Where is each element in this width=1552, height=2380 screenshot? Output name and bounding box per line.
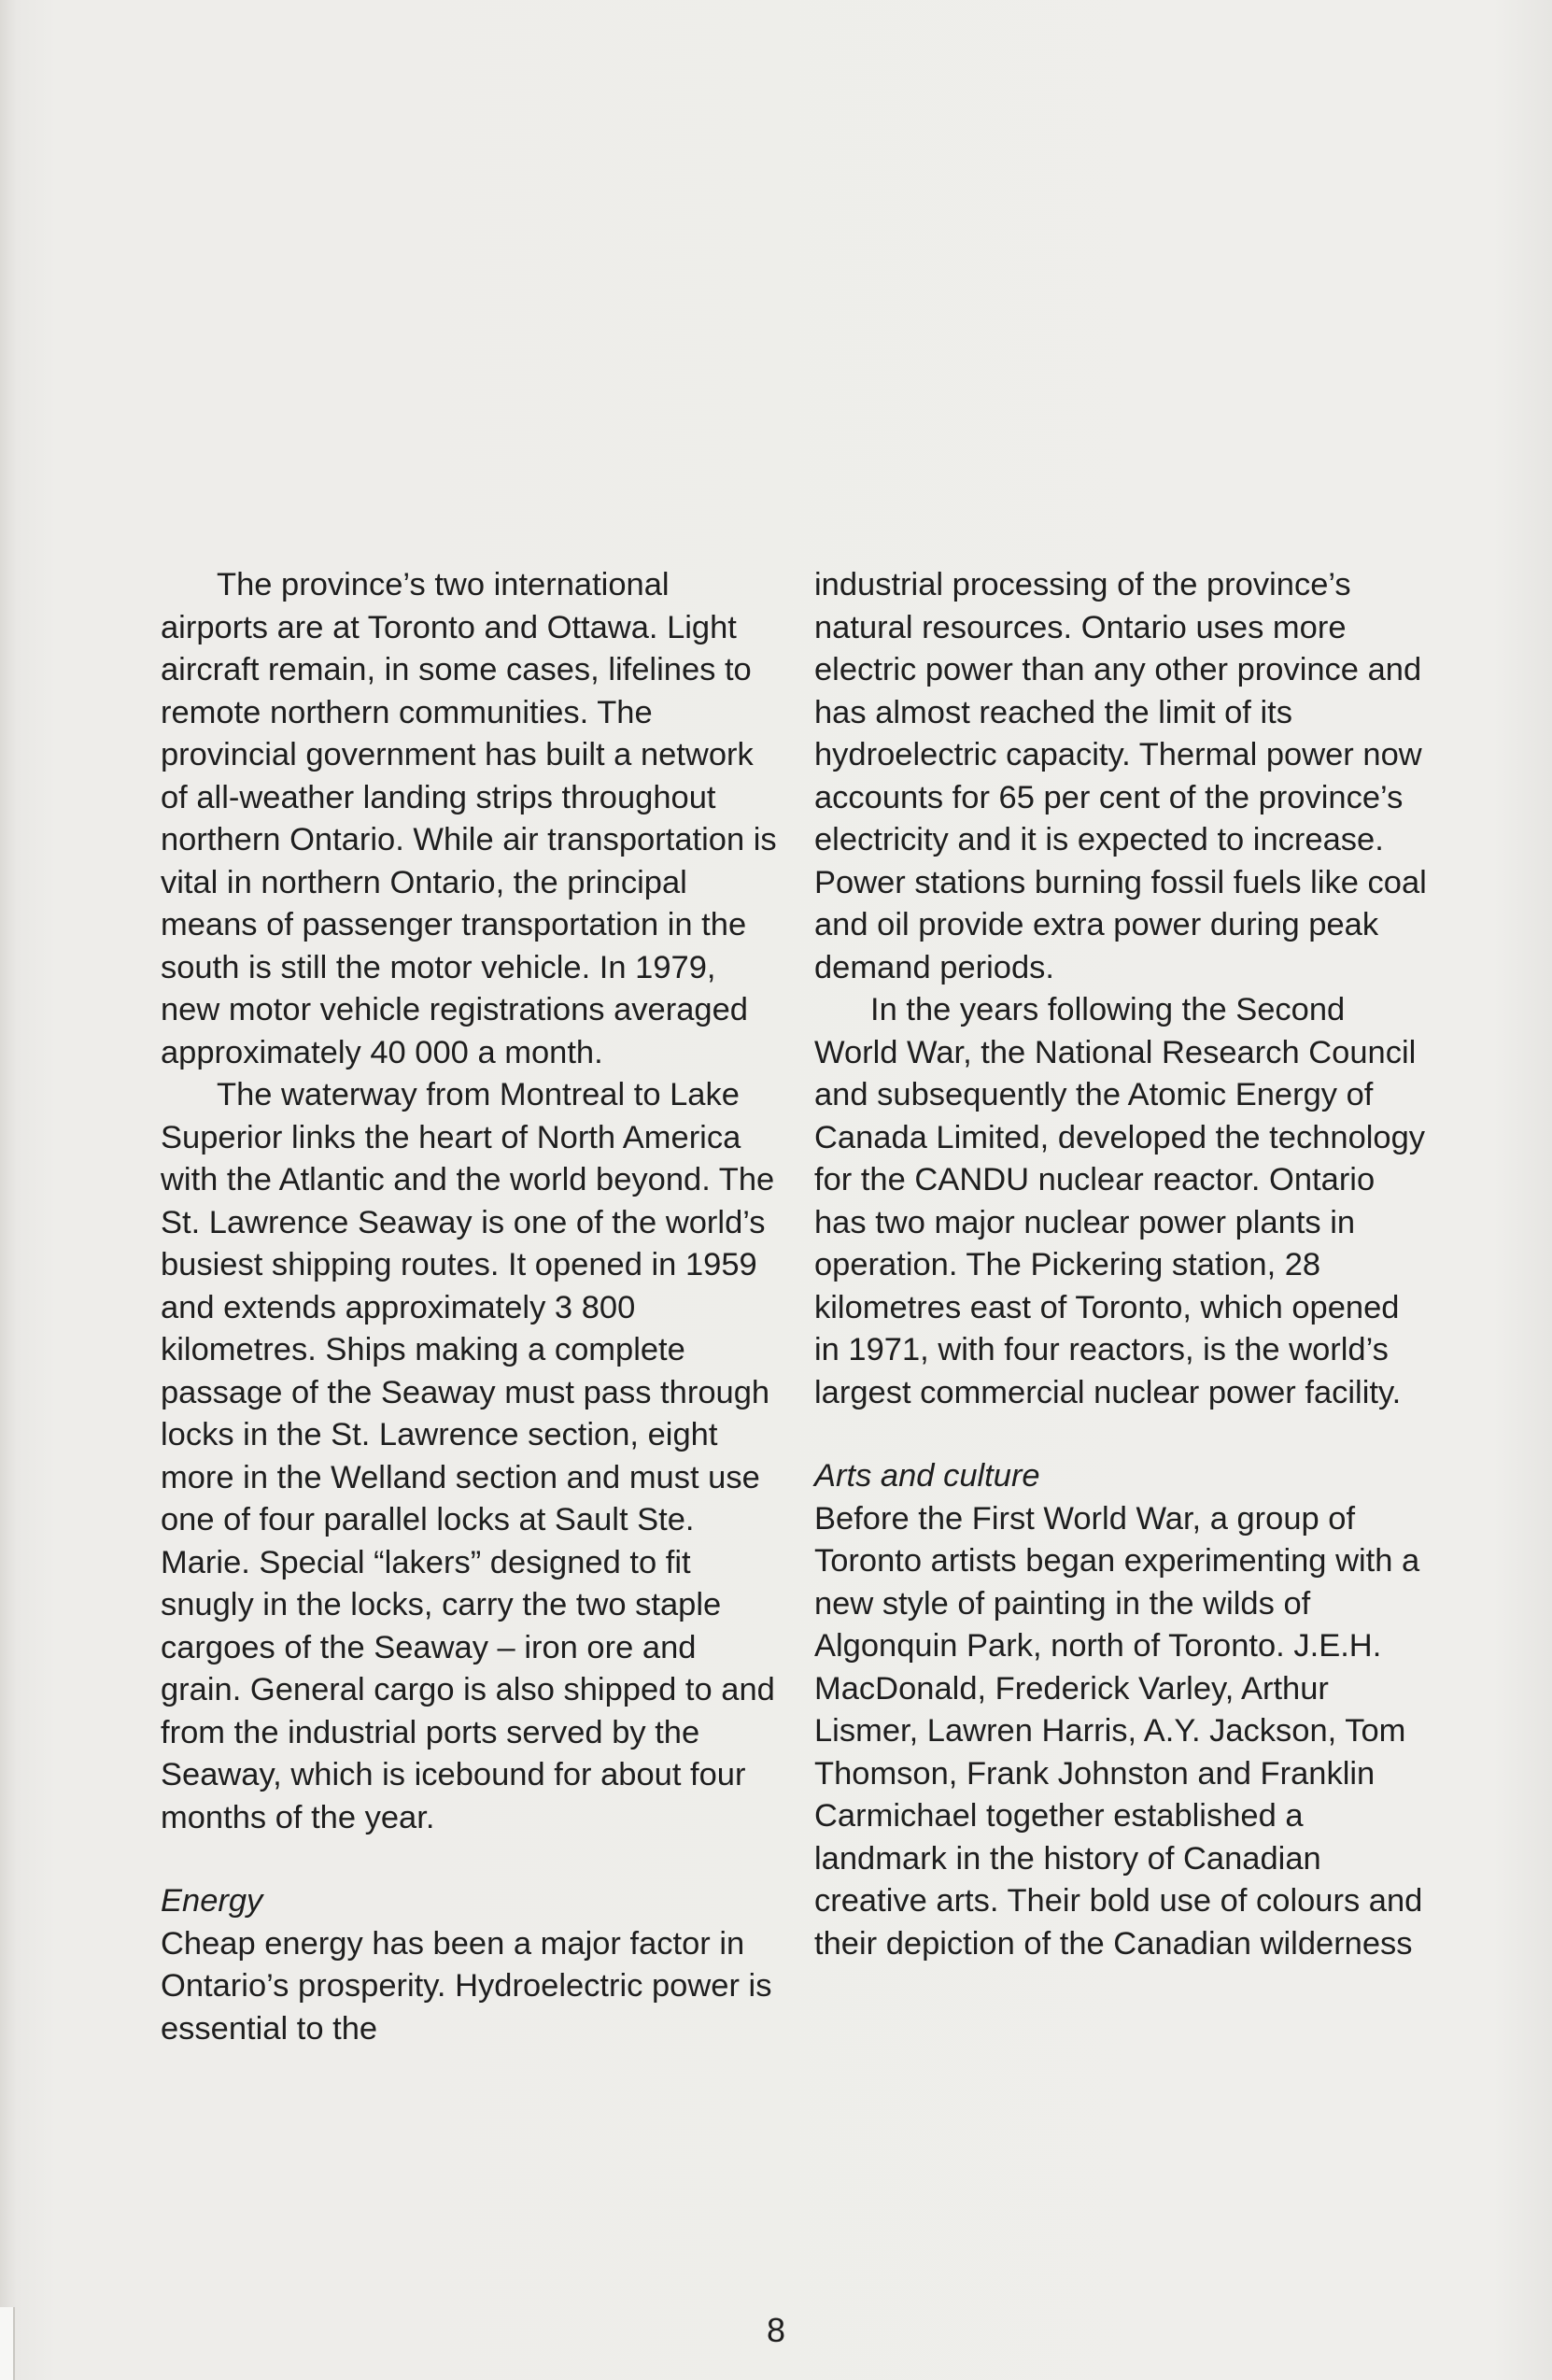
paragraph-seaway: The waterway from Montreal to Lake Superior links the heart of North America with the Atlantic and the world beyond. The St. Lawrence Seaway is one of the world’s busiest shipping routes. It opened in 1959 and extends approximately 3 800 kilometres. Ships making a complete passage of the Seaway must pass through locks in the St. Lawrence section, eight more in the Welland section and must use one of four parallel locks at Sault Ste. Marie. Special “lakers” designed to fit snugly in the locks, carry the two staple cargoes of the Seaway – iron ore and grain. General cargo is also shipped to and from the industrial ports served by the Seaway, which is icebound for about four months of the year. <box>161 1077 775 1835</box>
page-number: 8 <box>766 2311 786 2349</box>
binding-edge <box>0 2307 15 2380</box>
right-text-column <box>814 564 1431 1965</box>
left-text-column <box>161 564 777 2050</box>
paragraph-air-transport: The province’s two international airports are at Toronto and Ottawa. Light aircraft remain, in some cases, lifelines to remote northern communities. The provincial government has built a network of all-weather landing strips throughout northern Ontario. While air transportation is vital in northern Ontario, the principal means of passenger transportation in the south is still the motor vehicle. In 1979, new motor vehicle registrations averaged approximately 40 000 a month. <box>161 567 777 1070</box>
section-heading-energy: Energy <box>161 1883 263 1919</box>
paragraph-energy: Cheap energy has been a major factor in Ontario’s prosperity. Hydroelectric power is essential to the <box>161 1925 772 2047</box>
paragraph-arts: Before the First World War, a group of Toronto artists began experimenting with a new style of painting in the wilds of Algonquin Park, north of Toronto. J.E.H. MacDonald, Frederick Varley, Arthur Lismer, Lawren Harris, A.Y. Jackson, Tom Thomson, Frank Johnston and Franklin Carmichael together established a landmark in the history of Canadian creative arts. Their bold use of colours and their depiction of the Canadian wilderness <box>814 1500 1423 1962</box>
paragraph-electric-power: industrial processing of the province’s natural resources. Ontario uses more electric power than any other province and has almost reached the limit of its hydroelectric capacity. Thermal power now accounts for 65 per cent of the province’s electricity and it is expected to increase. Power stations burning fossil fuels like coal and oil provide extra power during peak demand periods. <box>814 567 1427 985</box>
section-heading-arts: Arts and culture <box>814 1458 1040 1494</box>
paragraph-nuclear: In the years following the Second World War, the National Research Council and subsequently the Atomic Energy of Canada Limited, developed the technology for the CANDU nuclear reactor. Ontario has two major nuclear power plants in operation. The Pickering station, 28 kilometres east of Toronto, which opened in 1971, with four reactors, is the world’s largest commercial nuclear power facility. <box>814 992 1426 1410</box>
